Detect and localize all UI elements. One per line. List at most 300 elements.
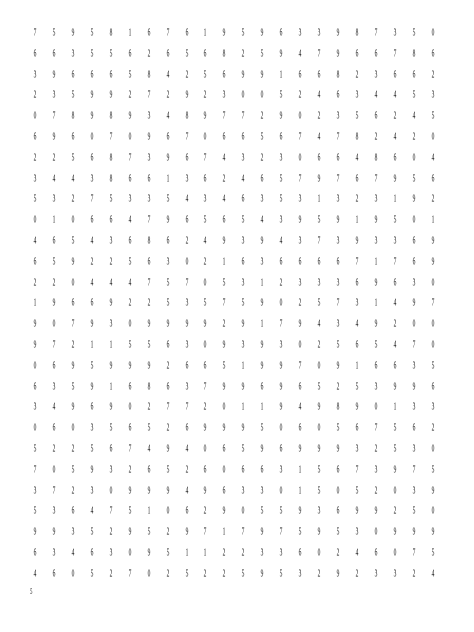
digit-cell: 6 (185, 151, 188, 164)
digit-cell: 9 (204, 484, 207, 497)
digit-cell: 6 (52, 47, 56, 60)
digit-cell: 9 (336, 27, 340, 39)
digit-cell: 8 (355, 130, 359, 143)
digit-cell: 5 (355, 110, 359, 122)
digit-cell: 9 (109, 89, 113, 101)
digit-cell: 9 (374, 318, 378, 330)
digit-cell: 3 (355, 526, 359, 538)
digit-cell: 0 (431, 276, 435, 289)
digit-cell: 0 (33, 359, 37, 372)
digit-row (29, 443, 439, 464)
digit-cell: 6 (33, 47, 37, 60)
digit-cell: 5 (431, 463, 435, 476)
digit-cell: 3 (241, 151, 245, 164)
digit-row (29, 568, 439, 589)
digit-cell: 9 (223, 422, 226, 434)
digit-cell: 6 (241, 255, 245, 268)
digit-cell: 8 (109, 110, 113, 122)
digit-cell: 3 (355, 442, 359, 455)
digit-cell: 3 (147, 110, 150, 122)
digit-cell: 2 (166, 567, 169, 580)
digit-cell: 4 (374, 89, 378, 101)
digit-cell: 5 (33, 442, 37, 455)
digit-cell: 3 (298, 276, 302, 289)
digit-cell: 0 (71, 276, 75, 289)
digit-cell: 1 (355, 359, 359, 372)
digit-cell: 7 (204, 526, 207, 538)
digit-cell: 3 (52, 546, 56, 559)
digit-cell: 5 (374, 338, 378, 351)
digit-cell: 7 (412, 338, 416, 351)
digit-cell: 6 (374, 359, 378, 372)
digit-cell: 5 (279, 193, 283, 205)
digit-cell: 8 (147, 380, 150, 393)
digit-cell: 1 (241, 359, 245, 372)
digit-cell: 9 (128, 110, 132, 122)
digit-cell: 5 (241, 442, 245, 455)
digit-cell: 5 (260, 47, 264, 60)
digit-cell: 3 (412, 442, 416, 455)
digit-cell: 7 (431, 297, 435, 309)
digit-cell: 9 (336, 214, 340, 226)
digit-cell: 3 (298, 27, 302, 39)
digit-cell: 6 (185, 422, 188, 434)
digit-cell: 2 (33, 151, 37, 164)
digit-cell: 5 (109, 422, 113, 434)
digit-cell: 1 (147, 505, 150, 517)
digit-cell: 9 (279, 110, 283, 122)
digit-cell: 2 (166, 422, 169, 434)
digit-cell: 5 (317, 463, 321, 476)
digit-cell: 7 (185, 276, 188, 289)
digit-cell: 5 (393, 214, 397, 226)
digit-cell: 6 (147, 172, 150, 185)
digit-cell: 5 (109, 193, 113, 205)
digit-cell: 3 (393, 27, 397, 39)
digit-row (29, 89, 439, 110)
digit-cell: 0 (431, 130, 435, 143)
digit-cell: 2 (33, 89, 37, 101)
digit-cell: 5 (355, 484, 359, 497)
digit-cell: 1 (393, 193, 397, 205)
digit-cell: 9 (166, 151, 169, 164)
digit-cell: 6 (128, 47, 132, 60)
digit-cell: 5 (52, 255, 56, 268)
digit-cell: 7 (336, 297, 340, 309)
digit-row (29, 214, 439, 235)
digit-cell: 3 (374, 567, 378, 580)
digit-cell: 4 (317, 89, 321, 101)
digit-cell: 3 (260, 255, 264, 268)
digit-cell: 5 (90, 47, 94, 60)
digit-cell: 1 (317, 193, 321, 205)
digit-cell: 6 (374, 47, 378, 60)
digit-cell: 2 (374, 484, 378, 497)
digit-cell: 8 (147, 68, 150, 81)
digit-cell: 9 (260, 68, 264, 81)
digit-cell: 3 (260, 546, 264, 559)
digit-cell: 0 (260, 89, 264, 101)
digit-cell: 3 (52, 193, 56, 205)
digit-cell: 3 (374, 234, 378, 247)
digit-cell: 6 (128, 422, 132, 434)
digit-cell: 2 (412, 130, 416, 143)
digit-cell: 2 (412, 567, 416, 580)
digit-cell: 5 (317, 297, 321, 309)
digit-cell: 0 (412, 214, 416, 226)
digit-cell: 4 (90, 234, 94, 247)
digit-cell: 3 (317, 27, 321, 39)
digit-row (29, 547, 439, 568)
digit-cell: 5 (90, 567, 94, 580)
digit-cell: 3 (393, 567, 397, 580)
digit-cell: 4 (298, 401, 302, 413)
digit-cell: 1 (204, 27, 207, 39)
digit-cell: 6 (128, 172, 132, 185)
digit-row (29, 526, 439, 547)
digit-cell: 0 (412, 318, 416, 330)
digit-cell: 0 (147, 567, 150, 580)
digit-cell: 9 (298, 442, 302, 455)
digit-row (29, 318, 439, 339)
digit-cell: 3 (109, 318, 113, 330)
digit-cell: 7 (185, 130, 188, 143)
digit-cell: 5 (317, 484, 321, 497)
digit-cell: 2 (109, 567, 113, 580)
digit-cell: 8 (355, 27, 359, 39)
digit-cell: 5 (260, 422, 264, 434)
digit-cell: 0 (52, 318, 56, 330)
digit-cell: 7 (355, 463, 359, 476)
digit-cell: 7 (374, 27, 378, 39)
digit-cell: 1 (109, 380, 113, 393)
digit-cell: 6 (185, 505, 188, 517)
digit-cell: 6 (279, 442, 283, 455)
digit-cell: 9 (241, 318, 245, 330)
digit-cell: 7 (109, 505, 113, 517)
digit-cell: 4 (90, 505, 94, 517)
digit-cell: 5 (393, 442, 397, 455)
digit-cell: 9 (33, 526, 37, 538)
digit-cell: 9 (52, 526, 56, 538)
digit-cell: 2 (71, 193, 75, 205)
digit-cell: 6 (412, 255, 416, 268)
digit-cell: 2 (147, 47, 150, 60)
digit-row (29, 381, 439, 402)
digit-cell: 0 (33, 110, 37, 122)
digit-cell: 6 (431, 380, 435, 393)
digit-cell: 5 (393, 422, 397, 434)
digit-cell: 3 (71, 526, 75, 538)
digit-cell: 0 (109, 484, 113, 497)
digit-cell: 9 (374, 214, 378, 226)
digit-cell: 3 (298, 193, 302, 205)
digit-cell: 9 (298, 318, 302, 330)
digit-cell: 2 (109, 526, 113, 538)
digit-cell: 5 (260, 130, 264, 143)
digit-cell: 2 (204, 255, 207, 268)
digit-cell: 0 (185, 255, 188, 268)
digit-cell: 9 (166, 484, 169, 497)
digit-cell: 6 (185, 27, 188, 39)
digit-cell: 9 (279, 47, 283, 60)
digit-cell: 1 (33, 297, 37, 309)
digit-cell: 4 (166, 68, 169, 81)
digit-cell: 0 (204, 338, 207, 351)
digit-cell: 3 (317, 505, 321, 517)
digit-cell: 5 (279, 172, 283, 185)
digit-cell: 7 (204, 151, 207, 164)
digit-cell: 1 (431, 214, 435, 226)
digit-cell: 1 (298, 463, 302, 476)
digit-cell: 9 (204, 318, 207, 330)
digit-cell: 1 (185, 546, 188, 559)
digit-cell: 2 (223, 546, 226, 559)
digit-cell: 3 (412, 484, 416, 497)
digit-cell: 3 (336, 193, 340, 205)
digit-cell: 1 (260, 318, 264, 330)
digit-cell: 8 (336, 401, 340, 413)
digit-cell: 7 (33, 27, 37, 39)
digit-cell: 6 (355, 422, 359, 434)
digit-cell: 6 (33, 380, 37, 393)
digit-cell: 9 (109, 359, 113, 372)
digit-cell: 3 (223, 89, 226, 101)
digit-cell: 6 (90, 68, 94, 81)
digit-cell: 9 (204, 110, 207, 122)
digit-cell: 8 (374, 151, 378, 164)
digit-cell: 6 (52, 359, 56, 372)
digit-cell: 2 (431, 68, 435, 81)
digit-cell: 9 (298, 214, 302, 226)
digit-cell: 5 (52, 27, 56, 39)
digit-cell: 6 (412, 234, 416, 247)
digit-cell: 2 (166, 359, 169, 372)
digit-cell: 6 (317, 68, 321, 81)
digit-cell: 3 (241, 338, 245, 351)
digit-cell: 3 (279, 151, 283, 164)
digit-cell: 0 (52, 463, 56, 476)
digit-cell: 6 (298, 255, 302, 268)
digit-cell: 6 (223, 484, 226, 497)
digit-cell: 5 (279, 567, 283, 580)
digit-cell: 9 (147, 130, 150, 143)
digit-cell: 1 (128, 27, 132, 39)
digit-cell: 8 (109, 27, 113, 39)
digit-cell: 2 (298, 89, 302, 101)
digit-cell: 4 (33, 234, 37, 247)
digit-cell: 0 (374, 526, 378, 538)
digit-cell: 5 (166, 546, 169, 559)
digit-cell: 2 (223, 318, 226, 330)
digit-cell: 5 (204, 297, 207, 309)
digit-cell: 9 (336, 567, 340, 580)
digit-cell: 3 (241, 234, 245, 247)
digit-cell: 9 (71, 255, 75, 268)
digit-cell: 9 (260, 442, 264, 455)
digit-cell: 3 (393, 234, 397, 247)
digit-cell: 5 (90, 359, 94, 372)
digit-cell: 9 (52, 297, 56, 309)
digit-cell: 4 (317, 130, 321, 143)
digit-cell: 5 (336, 422, 340, 434)
digit-cell: 6 (393, 359, 397, 372)
digit-cell: 9 (412, 380, 416, 393)
digit-cell: 4 (185, 442, 188, 455)
digit-cell: 5 (412, 172, 416, 185)
digit-cell: 0 (71, 214, 75, 226)
digit-cell: 6 (298, 380, 302, 393)
digit-cell: 7 (374, 172, 378, 185)
digit-cell: 2 (241, 47, 245, 60)
digit-cell: 9 (90, 89, 94, 101)
digit-cell: 6 (33, 255, 37, 268)
digit-cell: 2 (279, 276, 283, 289)
digit-cell: 9 (241, 380, 245, 393)
digit-cell: 6 (90, 546, 94, 559)
digit-cell: 7 (298, 172, 302, 185)
digit-row (29, 485, 439, 506)
digit-cell: 6 (393, 276, 397, 289)
digit-cell: 6 (52, 567, 56, 580)
digit-cell: 3 (71, 47, 75, 60)
digit-cell: 3 (33, 401, 37, 413)
digit-cell: 4 (298, 47, 302, 60)
digit-cell: 3 (336, 110, 340, 122)
digit-cell: 3 (412, 401, 416, 413)
digit-cell: 5 (147, 422, 150, 434)
digit-cell: 7 (90, 193, 94, 205)
digit-cell: 5 (317, 214, 321, 226)
digit-cell: 6 (109, 214, 113, 226)
digit-cell: 9 (260, 234, 264, 247)
digit-cell: 2 (33, 276, 37, 289)
digit-cell: 3 (109, 546, 113, 559)
digit-cell: 2 (52, 276, 56, 289)
digit-cell: 9 (374, 505, 378, 517)
digit-cell: 3 (90, 172, 94, 185)
digit-cell: 9 (355, 234, 359, 247)
digit-cell: 9 (374, 276, 378, 289)
digit-cell: 6 (223, 130, 226, 143)
digit-cell: 2 (355, 193, 359, 205)
digit-cell: 6 (204, 359, 207, 372)
digit-cell: 7 (166, 27, 169, 39)
digit-cell: 0 (128, 318, 132, 330)
digit-cell: 5 (147, 526, 150, 538)
digit-cell: 9 (431, 484, 435, 497)
digit-cell: 9 (298, 505, 302, 517)
digit-cell: 1 (52, 214, 56, 226)
digit-cell: 5 (71, 89, 75, 101)
digit-row (29, 48, 439, 69)
digit-cell: 5 (260, 505, 264, 517)
digit-cell: 6 (52, 234, 56, 247)
digit-row (29, 69, 439, 90)
digit-cell: 2 (393, 318, 397, 330)
digit-cell: 7 (393, 255, 397, 268)
digit-cell: 6 (374, 110, 378, 122)
digit-row (29, 277, 439, 298)
digit-cell: 2 (71, 442, 75, 455)
digit-cell: 9 (147, 484, 150, 497)
digit-cell: 7 (374, 422, 378, 434)
digit-cell: 0 (431, 318, 435, 330)
digit-cell: 4 (166, 110, 169, 122)
digit-cell: 3 (241, 484, 245, 497)
digit-cell: 4 (431, 151, 435, 164)
digit-cell: 5 (412, 505, 416, 517)
digit-cell: 4 (71, 172, 75, 185)
digit-row (29, 131, 439, 152)
digit-cell: 1 (90, 338, 94, 351)
digit-cell: 6 (241, 193, 245, 205)
digit-row (29, 360, 439, 381)
digit-cell: 1 (279, 68, 283, 81)
digit-cell: 4 (52, 401, 56, 413)
digit-cell: 2 (317, 338, 321, 351)
digit-cell: 4 (393, 89, 397, 101)
digit-cell: 9 (52, 130, 56, 143)
digit-cell: 1 (355, 214, 359, 226)
digit-cell: 9 (431, 234, 435, 247)
digit-cell: 3 (374, 380, 378, 393)
digit-cell: 7 (147, 214, 150, 226)
digit-cell: 7 (336, 130, 340, 143)
digit-cell: 4 (393, 338, 397, 351)
digit-cell: 9 (260, 27, 264, 39)
digit-cell: 0 (279, 484, 283, 497)
digit-cell: 6 (52, 422, 56, 434)
digit-cell: 2 (431, 422, 435, 434)
digit-cell: 7 (355, 255, 359, 268)
digit-cell: 6 (128, 380, 132, 393)
digit-cell: 6 (412, 68, 416, 81)
digit-cell: 4 (431, 567, 435, 580)
digit-cell: 2 (90, 255, 94, 268)
digit-cell: 6 (204, 463, 207, 476)
digit-cell: 0 (298, 338, 302, 351)
digit-cell: 2 (374, 130, 378, 143)
digit-cell: 2 (317, 110, 321, 122)
digit-cell: 1 (298, 484, 302, 497)
digit-cell: 0 (374, 401, 378, 413)
digit-cell: 1 (166, 172, 169, 185)
digit-cell: 0 (279, 297, 283, 309)
digit-cell: 4 (393, 297, 397, 309)
digit-cell: 3 (355, 297, 359, 309)
digit-cell: 6 (147, 27, 150, 39)
digit-cell: 3 (241, 276, 245, 289)
digit-row (29, 401, 439, 422)
digit-cell: 6 (336, 151, 340, 164)
digit-cell: 6 (431, 172, 435, 185)
digit-cell: 3 (431, 401, 435, 413)
digit-row (29, 173, 439, 194)
digit-cell: 6 (147, 463, 150, 476)
digit-cell: 5 (204, 68, 207, 81)
digit-cell: 9 (147, 359, 150, 372)
digit-cell: 2 (223, 567, 226, 580)
digit-cell: 8 (109, 151, 113, 164)
digit-cell: 5 (241, 297, 245, 309)
digit-cell: 6 (166, 380, 169, 393)
digit-cell: 5 (204, 214, 207, 226)
digit-cell: 9 (260, 297, 264, 309)
digit-cell: 0 (204, 130, 207, 143)
digit-cell: 2 (241, 546, 245, 559)
digit-cell: 7 (128, 567, 132, 580)
